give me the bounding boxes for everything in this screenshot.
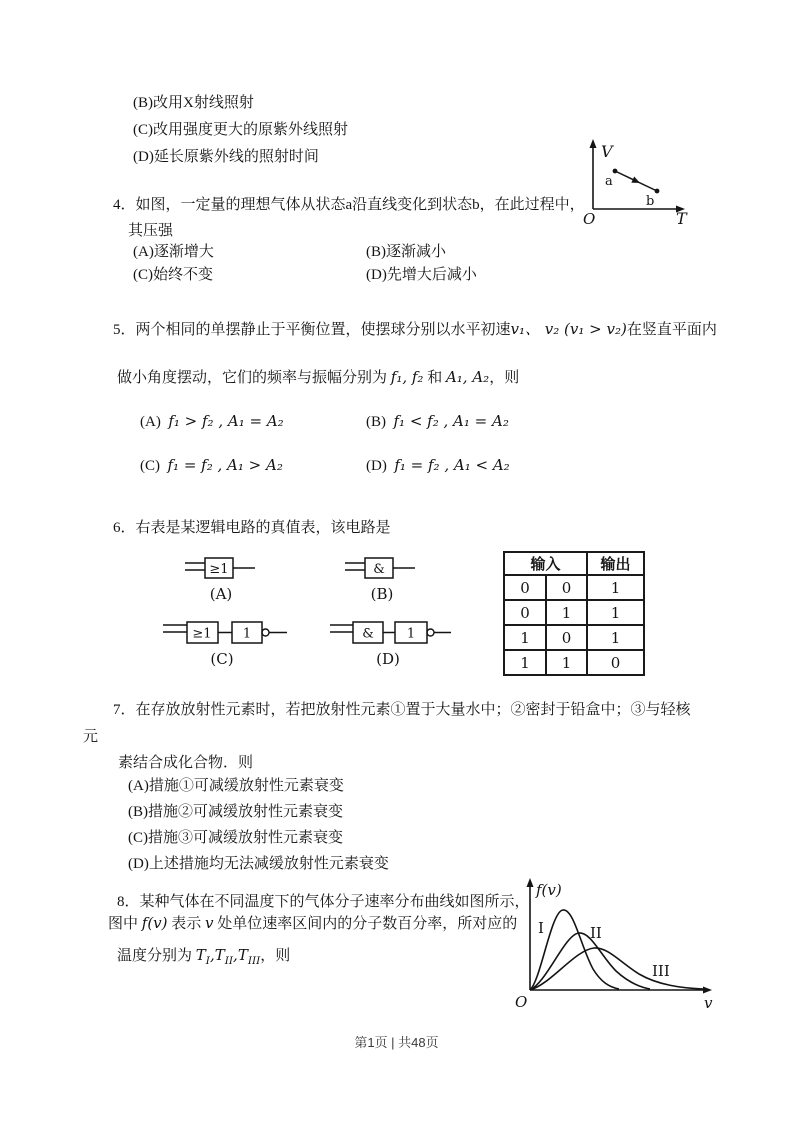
curve-III (530, 948, 703, 990)
cell: 1 (546, 600, 587, 625)
q5-option-a: (A) f₁ > f₂ , A₁ = A₂ (140, 412, 284, 430)
and-gate-symbol: & (362, 626, 374, 642)
q8-line2-mid: 表示 (167, 916, 206, 932)
q5-option-b: (B) f₁ < f₂ , A₁ = A₂ (366, 412, 509, 430)
vt-xlabel: T (676, 209, 687, 228)
fv-ylabel: f(v) (536, 881, 562, 899)
q5-line2-mid: 和 (423, 370, 446, 386)
q8-line2-text: 图中 (108, 916, 142, 932)
q8-line3-post: ，则 (260, 948, 291, 964)
q4-option-d: (D)先增大后减小 (366, 267, 477, 283)
truth-table (503, 551, 645, 676)
q8-line3-text: 温度分别为 (117, 948, 196, 964)
q4-option-c: (C)始终不变 (133, 267, 213, 283)
gate-diagram-b-and (343, 554, 421, 604)
question-8-line2 (108, 914, 517, 933)
gate-label-a: (A) (209, 585, 233, 603)
or-gate-symbol: ≥1 (209, 562, 229, 577)
q4-option-a: (A)逐渐增大 (133, 244, 214, 260)
cell: 1 (504, 650, 546, 675)
q5-line2-text: 做小角度摆动，它们的频率与振幅分别为 (117, 370, 391, 386)
q5-option-d: (D) f₁ = f₂ , A₁ < A₂ (366, 456, 510, 474)
q7-option-a: (A)措施①可减缓放射性元素衰变 (128, 778, 344, 794)
vt-origin-label: O (583, 210, 596, 228)
cell: 0 (504, 600, 546, 625)
gate-diagram-c-nor (161, 616, 289, 668)
q4-option-b: (B)逐渐减小 (366, 244, 446, 260)
question-7-line2: 素结合成化合物．则 (118, 755, 254, 771)
cell: 1 (587, 600, 644, 625)
curve-label-III: III (652, 962, 670, 980)
gate-diagram-a-or (183, 554, 261, 604)
question-4-line1: 4．如图，一定量的理想气体从状态a沿直线变化到状态b，在此过程中， (113, 197, 585, 213)
question-7-options (128, 773, 389, 877)
q8-line2-math2: v (205, 914, 214, 932)
q8-line2-math1: f(v) (141, 914, 168, 932)
cell: 0 (587, 650, 644, 675)
q5-line2-math2: A₁, A₂ (445, 368, 490, 386)
or-gate-symbol: ≥1 (192, 626, 212, 642)
q5-line2-post: ，则 (489, 370, 520, 386)
truth-table-row (504, 650, 644, 675)
not-gate-symbol: 1 (242, 626, 252, 642)
gate-label-d: (D) (376, 650, 400, 668)
cell: 0 (546, 625, 587, 650)
q5-line1-text: 5．两个相同的单摆静止于平衡位置，使摆球分别以水平初速 (113, 322, 511, 338)
gate-label-c: (C) (210, 650, 234, 668)
state-point-a (613, 169, 618, 174)
question-7-wrap-char: 元 (83, 729, 99, 745)
truth-table-row (504, 625, 644, 650)
y-axis-arrow (527, 878, 534, 887)
cell: 1 (587, 575, 644, 600)
gate-label-b: (B) (370, 585, 394, 603)
q7-option-d: (D)上述措施均无法减缓放射性元素衰变 (128, 856, 389, 872)
q5-option-c: (C) f₁ = f₂ , A₁ > A₂ (140, 456, 283, 474)
question-3-options (133, 90, 348, 171)
label-b: b (646, 194, 655, 209)
truth-table-header-row (504, 552, 644, 575)
q5-line1-post: 在竖直平面内 (626, 322, 717, 338)
cell: 0 (546, 575, 587, 600)
cell: 1 (587, 625, 644, 650)
question-5-line1 (113, 320, 717, 339)
q8-line2-post: 处单位速率区间内的分子数百分率，所对应的 (213, 916, 518, 932)
q7-option-b: (B)措施②可减缓放射性元素衰变 (128, 804, 343, 820)
vt-ylabel: V (601, 142, 613, 161)
option-c: (C)改用强度更大的原紫外线照射 (133, 122, 348, 138)
inverter-bubble (262, 629, 269, 636)
fv-distribution-graph (505, 873, 737, 1015)
page-footer: 第1页 | 共48页 (354, 1035, 439, 1050)
gate-diagram-d-nand (328, 616, 454, 668)
q5-line2-math1: f₁, f₂ (390, 368, 424, 386)
question-8-line3: 温度分别为 $T_I,T_{II},T_{III}$，则 (117, 946, 291, 967)
inverter-bubble (427, 629, 434, 636)
question-4-line2: 其压强 (128, 223, 174, 239)
truth-table-header-output: 输出 (587, 552, 644, 575)
q7-option-c: (C)措施③可减缓放射性元素衰变 (128, 830, 343, 846)
question-6-line1: 6．右表是某逻辑电路的真值表，该电路是 (113, 520, 391, 536)
state-point-b (655, 189, 660, 194)
cell: 1 (504, 625, 546, 650)
vt-graph (578, 136, 696, 236)
cell: 0 (504, 575, 546, 600)
label-a: a (605, 174, 613, 189)
truth-table-row (504, 600, 644, 625)
truth-table-header-input: 输入 (504, 552, 587, 575)
question-8-line1: 8．某种气体在不同温度下的气体分子速率分布曲线如图所示， (117, 894, 530, 910)
and-gate-symbol: & (373, 562, 385, 577)
option-b: (B)改用X射线照射 (133, 95, 254, 111)
cell: 1 (546, 650, 587, 675)
x-axis-arrow (703, 987, 712, 994)
y-axis-arrow (590, 139, 597, 148)
direction-arrow (631, 176, 641, 186)
truth-table-row (504, 575, 644, 600)
option-d: (D)延长原紫外线的照射时间 (133, 149, 319, 165)
curve-label-II: II (590, 924, 602, 942)
question-7-line1: 7．在存放放射性元素时，若把放射性元素①置于大量水中；②密封于铅盒中；③与轻核 (113, 702, 691, 718)
q5-line1-math: v₁、 v₂ (v₁ > v₂) (510, 320, 627, 338)
curve-label-I: I (538, 919, 544, 937)
question-5-line2 (117, 368, 519, 387)
fv-origin-label: O (515, 993, 528, 1011)
not-gate-symbol: 1 (406, 626, 416, 642)
fv-xlabel: v (704, 994, 713, 1012)
